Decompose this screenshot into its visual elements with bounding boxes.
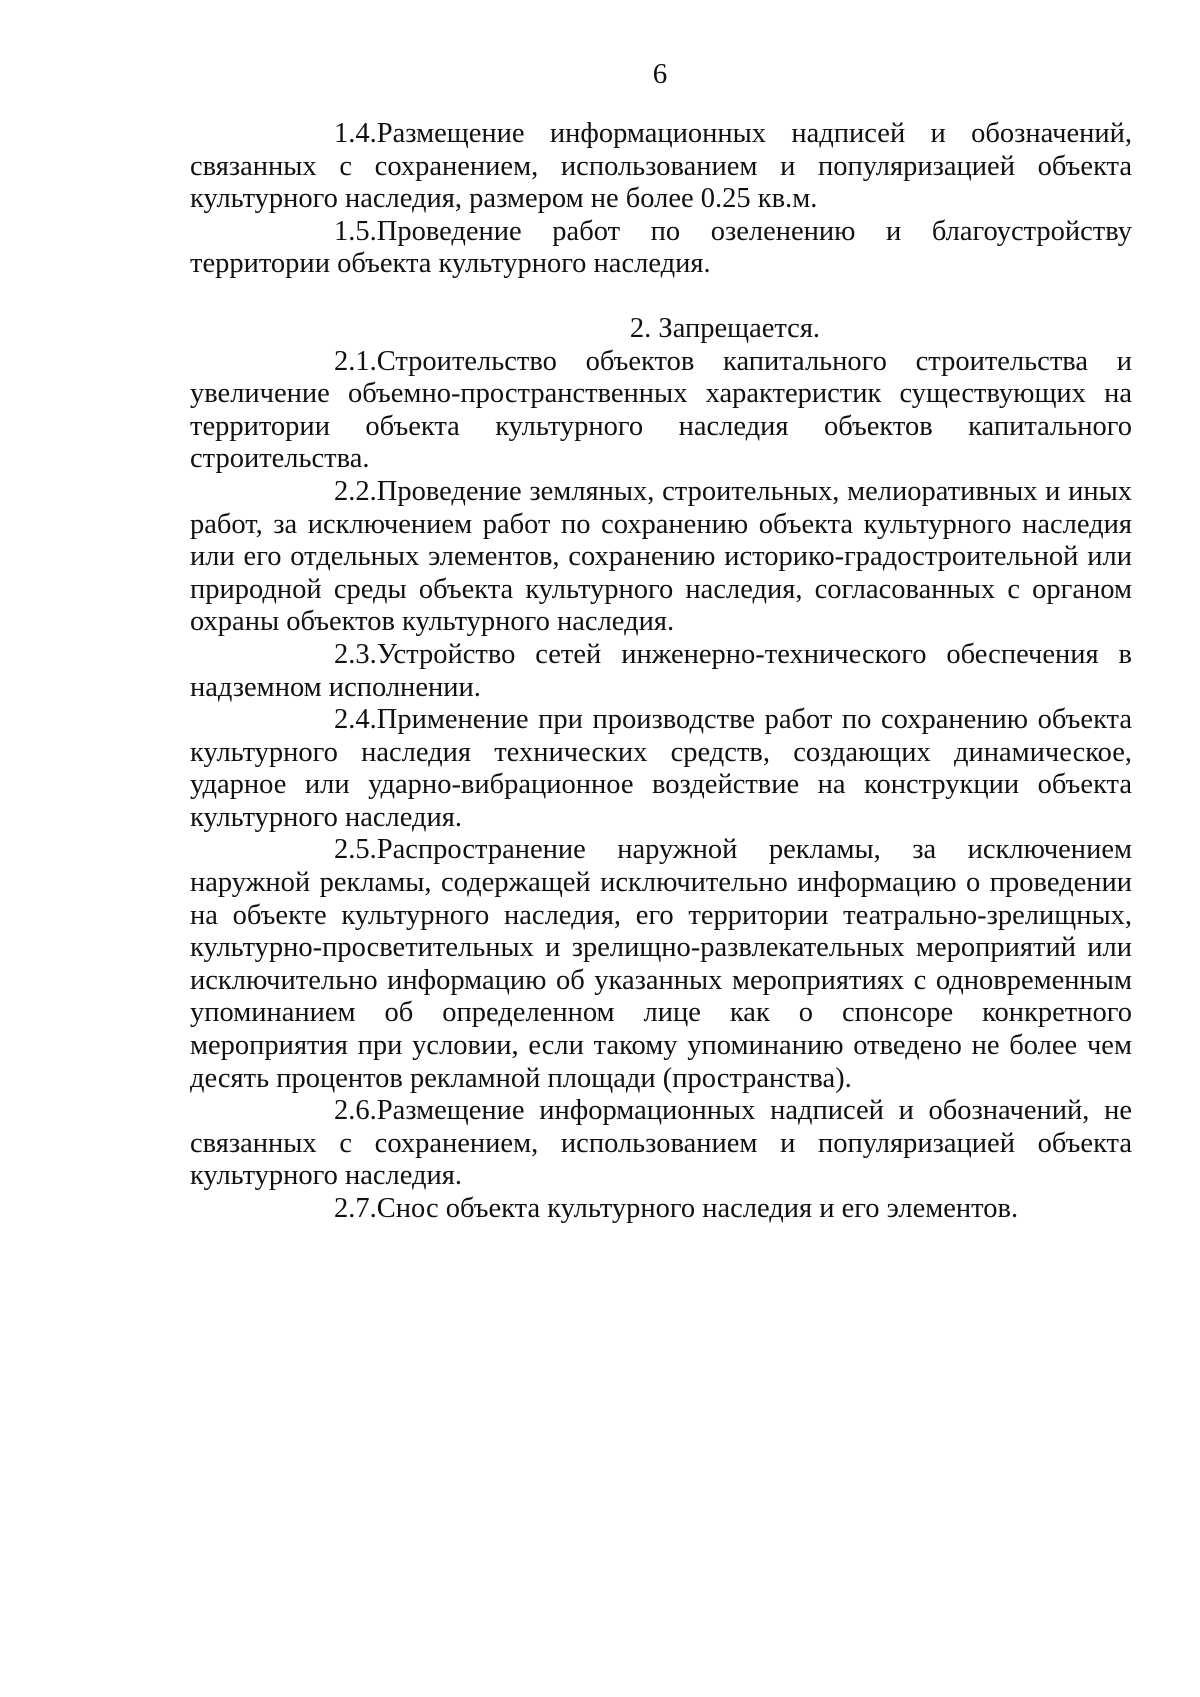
paragraph-number: 1.5.	[334, 215, 377, 247]
paragraph-2-1	[190, 346, 1132, 476]
page-number: 6	[652, 58, 668, 90]
paragraph-2-2	[190, 476, 1132, 639]
paragraph-text: Распространение наружной рекламы, за исключением наружной рекламы, содержащей исключительно информацию о проведении на объекте культурного наследия, его территории театрально-зрелищных, культурно-просветительных и зрелищно-развлекательных мероприятий или исключительно информацию об указанных мероприятиях с одновременным упоминанием об определенном лице как о спонсоре конкретного мероприятия при условии, если такому упоминанию отведено не более чем десять процентов рекламной площади (пространства).	[190, 834, 1132, 1094]
paragraph-number: 1.4.	[334, 118, 377, 149]
paragraph-text: Проведение работ по озеленению и благоустройству территории объекта культурного наследия.	[190, 215, 1132, 280]
document-body	[190, 118, 1132, 1226]
paragraph-2-6	[190, 1095, 1132, 1193]
paragraph-text: Строительство объектов капитального строительства и увеличение объемно-пространственных характеристик существующих на территории объекта культурного наследия объектов капитального строительства.	[190, 345, 1132, 475]
paragraph-1-5	[190, 216, 1132, 281]
paragraph-1-4	[190, 118, 1132, 216]
paragraph-2-3	[190, 639, 1132, 704]
paragraph-text: Размещение информационных надписей и обозначений, не связанных с сохранением, использованием и популяризацией объекта культурного наследия.	[190, 1095, 1132, 1192]
paragraph-number: 2.6.	[334, 1095, 377, 1127]
paragraph-text: Применение при производстве работ по сохранению объекта культурного наследия технических средств, создающих динамическое, ударное или ударно-вибрационное воздействие на конструкции объекта культурного наследия.	[190, 704, 1132, 833]
paragraph-number: 2.4.	[334, 704, 377, 736]
paragraph-text: Размещение информационных надписей и обозначений, связанных с сохранением, использованием и популяризацией объекта культурного наследия, размером не более 0.25 кв.м.	[190, 118, 1132, 215]
paragraph-number: 2.7.	[334, 1193, 377, 1224]
section-heading: 2. Запрещается.	[629, 312, 821, 344]
paragraph-number: 2.3.	[334, 638, 377, 670]
paragraph-number: 2.1.	[334, 345, 377, 377]
paragraph-text: Проведение земляных, строительных, мелиоративных и иных работ, за исключением работ по сохранению объекта культурного наследия или его отдельных элементов, сохранению историко-градостроительной или природной среды объекта культурного наследия, согласованных с органом охраны объектов культурного наследия.	[190, 475, 1132, 638]
paragraph-2-7	[190, 1193, 1132, 1226]
paragraph-text: Снос объекта культурного наследия и его элементов.	[376, 1193, 1019, 1224]
paragraph-text: Устройство сетей инженерно-технического обеспечения в надземном исполнении.	[190, 638, 1132, 703]
paragraph-number: 2.2.	[334, 475, 377, 507]
paragraph-2-5	[190, 834, 1132, 1095]
paragraph-2-4	[190, 704, 1132, 834]
paragraph-number: 2.5.	[334, 834, 377, 866]
